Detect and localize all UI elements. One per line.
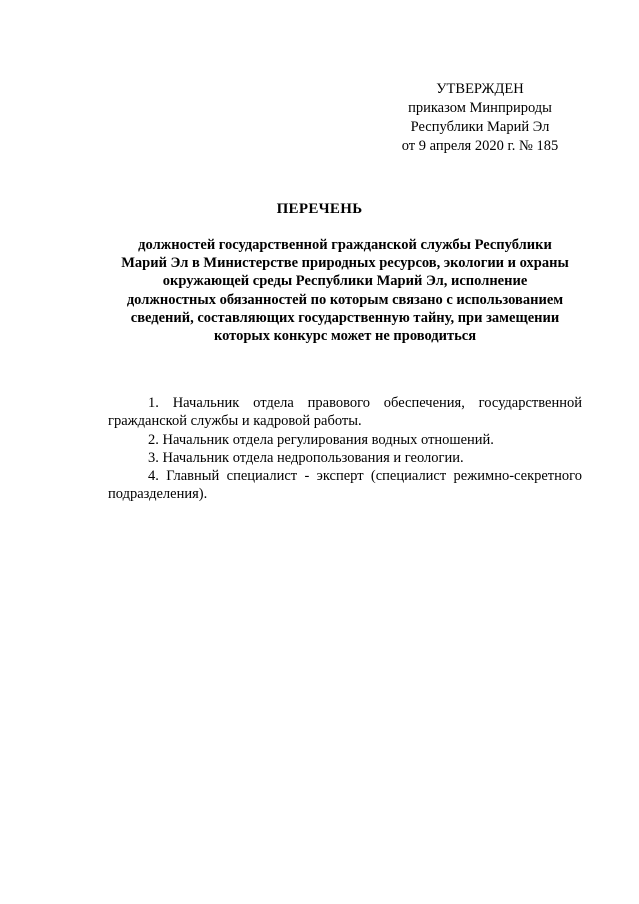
list-item-line: подразделения). [108, 486, 208, 503]
subtitle-line: которых конкурс может не проводиться [213, 328, 477, 345]
document-title: ПЕРЕЧЕНЬ [276, 201, 363, 217]
document-subtitle [108, 236, 582, 345]
list-item-line: 3. Начальник отдела недропользования и геологии. [148, 449, 464, 466]
list-item-line: 2. Начальник отдела регулирования водных отношений. [148, 431, 494, 448]
approval-heading: УТВЕРЖДЕН [436, 81, 524, 97]
subtitle-line: должностей государственной гражданской службы Республики [138, 237, 552, 253]
list-item-line: гражданской службы и кадровой работы. [108, 413, 362, 430]
approval-republic: Республики Марий Эл [410, 119, 550, 135]
list-item-line: 1. Начальник отдела правового обеспечения, государственной [148, 395, 582, 411]
subtitle-line: сведений, составляющих государственную тайну, при замещении [130, 309, 560, 326]
list-item [108, 467, 582, 504]
list-item [108, 431, 582, 449]
list-item [108, 394, 582, 431]
subtitle-line: окружающей среды Республики Марий Эл, исполнение [162, 273, 528, 290]
positions-list [108, 394, 582, 504]
subtitle-line: должностных обязанностей по которым связано с использованием [126, 291, 564, 308]
approval-date: от 9 апреля 2020 г. № 185 [401, 138, 559, 154]
subtitle-line: Марий Эл в Министерстве природных ресурсов, экологии и охраны [121, 255, 569, 272]
approval-order: приказом Минприроды [408, 100, 552, 116]
list-item-line: 4. Главный специалист - эксперт (специалист режимно-секретного [148, 468, 582, 485]
list-item [108, 449, 582, 467]
approval-stamp [360, 80, 600, 156]
